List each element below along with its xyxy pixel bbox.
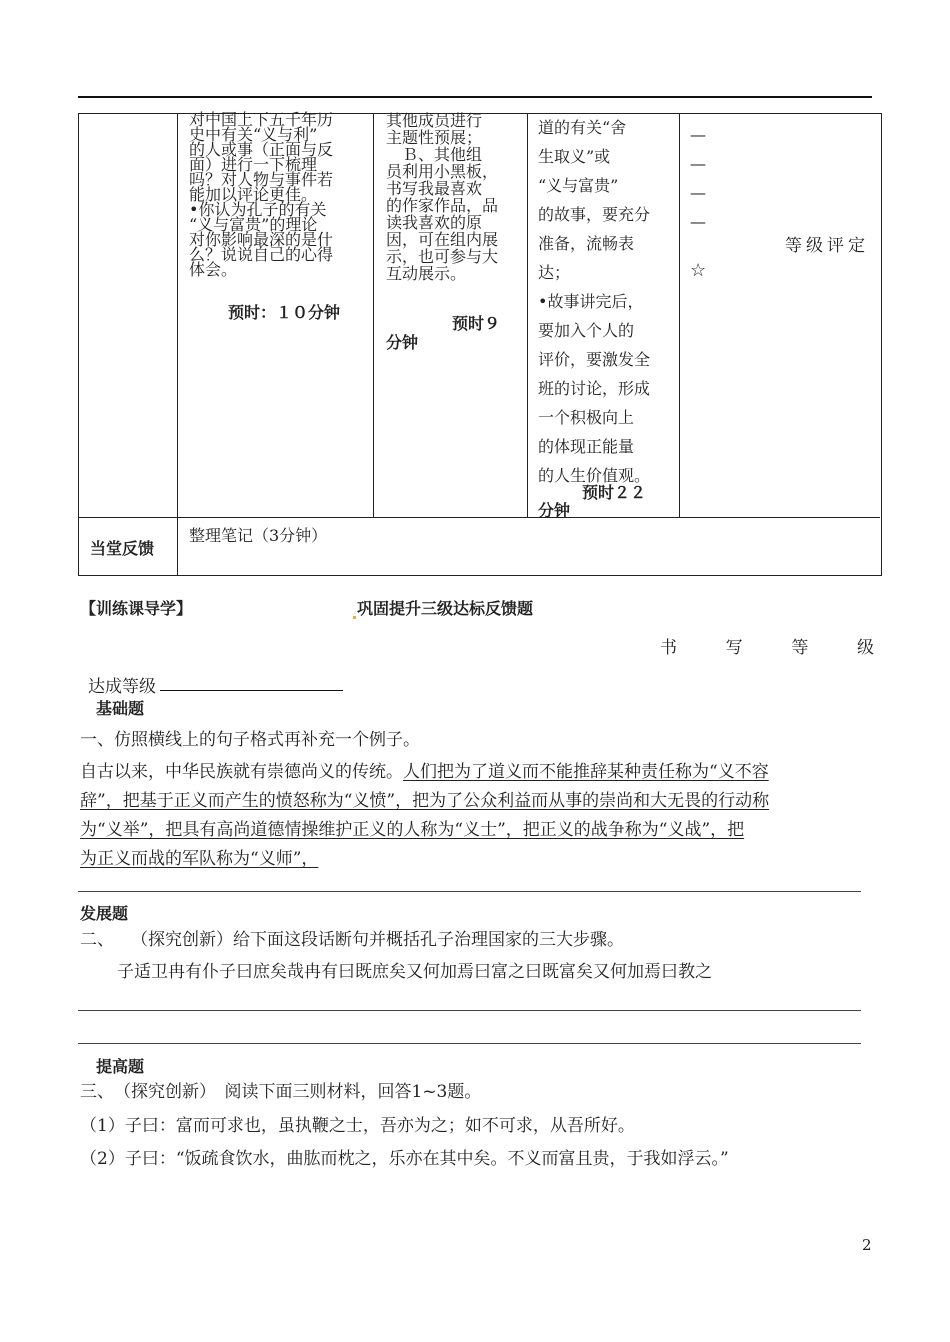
achieve-label: 达成等级	[88, 677, 156, 697]
col3-time: 预时９	[452, 314, 501, 333]
q2-text: 子适卫冉有仆子曰庶矣哉冉有曰既庶矣又何加焉曰富之曰既富矣又何加焉曰教之	[117, 962, 712, 982]
table-cell-grade: — — — —	[690, 125, 706, 231]
dev-title: 发展题	[80, 904, 129, 923]
q1-prompt: 一、仿照横线上的句子格式再补充一个例子。	[80, 730, 420, 750]
grade-label: 等级评定	[785, 236, 869, 256]
table-cell-story: 道的有关“舍 生取义”或 “义与富贵” 的故事，要充分 准备，流畅表 达； •故事讲完后， 要加入个人的 评价，要激发全 班的讨论，形成 一个积极向上 的体现正能量 的人生价值观。	[538, 118, 651, 485]
q1-line-3: 为“义举”，把具有高尚道德情操维护正义的人称为“义士”，把正义的战争称为“义战”，把	[80, 820, 745, 840]
section-title: 【训练课导学】	[80, 599, 193, 618]
col4-time: 预时２２	[582, 483, 647, 502]
col3-time-unit: 分钟	[386, 333, 419, 352]
writing-level: 书 写 等 级	[660, 638, 874, 658]
q1-line-4: 为正义而战的军队称为“义师”，	[80, 849, 319, 869]
page-number: 2	[862, 1236, 872, 1254]
achieve-blank	[160, 690, 343, 691]
header-rule	[78, 96, 872, 98]
col2-time: 预时：１０分钟	[228, 303, 341, 322]
q1-line-2: 辞”，把基于正义而产生的愤怒称为“义愤”，把为了公众利益而从事的崇尚和大无畏的行动称	[80, 791, 770, 811]
col4-time-unit: 分钟	[538, 501, 571, 520]
feedback-text: 整理笔记（3分钟）	[189, 526, 328, 545]
feedback-label: 当堂反馈	[90, 539, 155, 558]
q2-prompt: 二、 （探究创新）给下面这段话断句并概括孔子治理国家的三大步骤。	[80, 930, 624, 950]
q3-prompt: 三、 （探究创新） 阅读下面三则材料，回答1~3题。	[80, 1082, 482, 1102]
answer-line	[78, 1043, 861, 1044]
section-subtitle: 巩固提升三级达标反馈题	[352, 596, 533, 619]
answer-line	[78, 1010, 861, 1011]
adv-title: 提高题	[96, 1057, 145, 1076]
q3-item-1: （1）子曰：富而可求也，虽执鞭之士，吾亦为之；如不可求，从吾所好。	[80, 1116, 635, 1136]
basic-title: 基础题	[96, 699, 145, 718]
q1-text: 自古以来，中华民族就有崇德尚义的传统。人们把为了道义而不能推辞某种责任称为“义不容	[80, 762, 769, 782]
star-icon: ☆	[690, 260, 707, 281]
table-cell-activity: 对中国上下五千年历 史中有关“义与利” 的人或事（正面与反 面）进行一下梳理 吗？对人物与事件若 能加以评论更佳。 •你认为孔子的有关 “义与富贵”的理论 对你影响最深的是什 么？说说自己的心得 体会。	[189, 110, 334, 279]
answer-line	[78, 891, 861, 892]
table-cell-group: 其他成员进行 主题性预展； Ｂ、其他组 员利用小黑板， 书写我最喜欢 的作家作品，品 读我喜欢的原 因，可在组内展 示，也可参与大 互动展示。	[386, 111, 499, 283]
q3-item-2: （2）子曰：“饭疏食饮水，曲肱而枕之，乐亦在其中矣。不义而富且贵，于我如浮云。”	[80, 1149, 729, 1169]
